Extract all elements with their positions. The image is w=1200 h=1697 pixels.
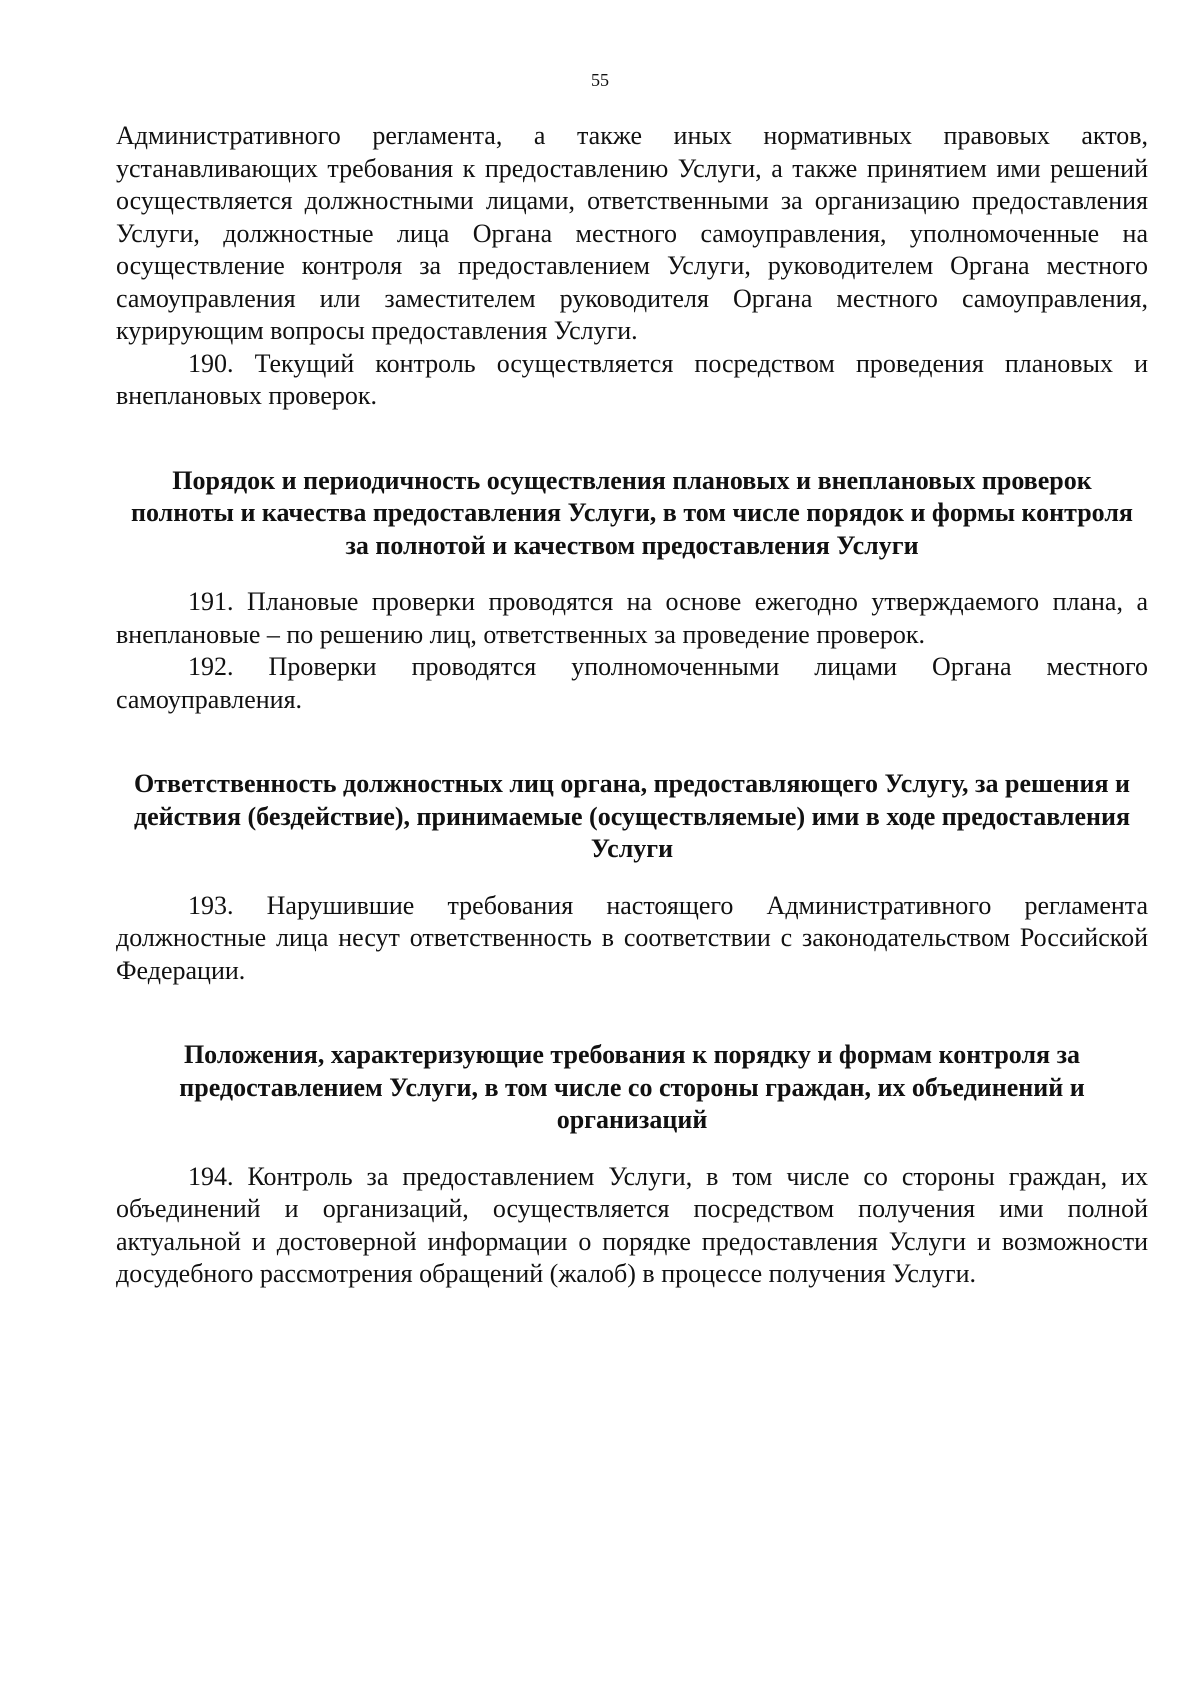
paragraph-193: 193. Нарушившие требования настоящего Административного регламента должностные лица несут ответственность в соответствии с законодательством Российской Федерации. [116,890,1148,985]
paragraph-192: 192. Проверки проводятся уполномоченными лицами Органа местного самоуправления. [116,652,1148,714]
paragraph-191: 191. Плановые проверки проводятся на основе ежегодно утверждаемого плана, а внеплановые – по решению лиц, ответственных за проведение проверок. [116,587,1148,649]
document-body [116,120,1148,1291]
paragraph-194: 194. Контроль за предоставлением Услуги, в том числе со стороны граждан, их объединений и организаций, осуществляется посредством получения ими полной актуальной и достоверной информации о порядке предоставления Услуги и возможности досудебного рассмотрения обращений (жалоб) в процессе получения Услуги. [116,1161,1148,1288]
paragraph-190: 190. Текущий контроль осуществляется посредством проведения плановых и внеплановых проверок. [116,348,1148,410]
section-heading-responsibility: Ответственность должностных лиц органа, предоставляющего Услугу, за решения и действия (бездействие), принимаемые (осуществляемые) ими в ходе предоставления Услуги [133,769,1131,863]
section-heading-public-control: Положения, характеризующие требования к порядку и формам контроля за предоставлением Услуги, в том числе со стороны граждан, их объединений и организаций [179,1040,1085,1134]
page-number: 55 [591,70,609,90]
paragraph-continuation: Административного регламента, а также иных нормативных правовых актов, устанавливающих требования к предоставлению Услуги, а также принятием ими решений осуществляется должностными лицами, ответственными за организацию предоставления Услуги, должностные лица Органа местного самоуправления, уполномоченные на осуществление контроля за предоставлением Услуги, руководителем Органа местного самоуправления или заместителем руководителя Органа местного самоуправления, курирующим вопросы предоставления Услуги. [116,121,1148,345]
section-heading-inspections: Порядок и периодичность осуществления плановых и внеплановых проверок полноты и качества предоставления Услуги, в том числе порядок и формы контроля за полнотой и качеством предоставления Услуги [131,465,1133,560]
